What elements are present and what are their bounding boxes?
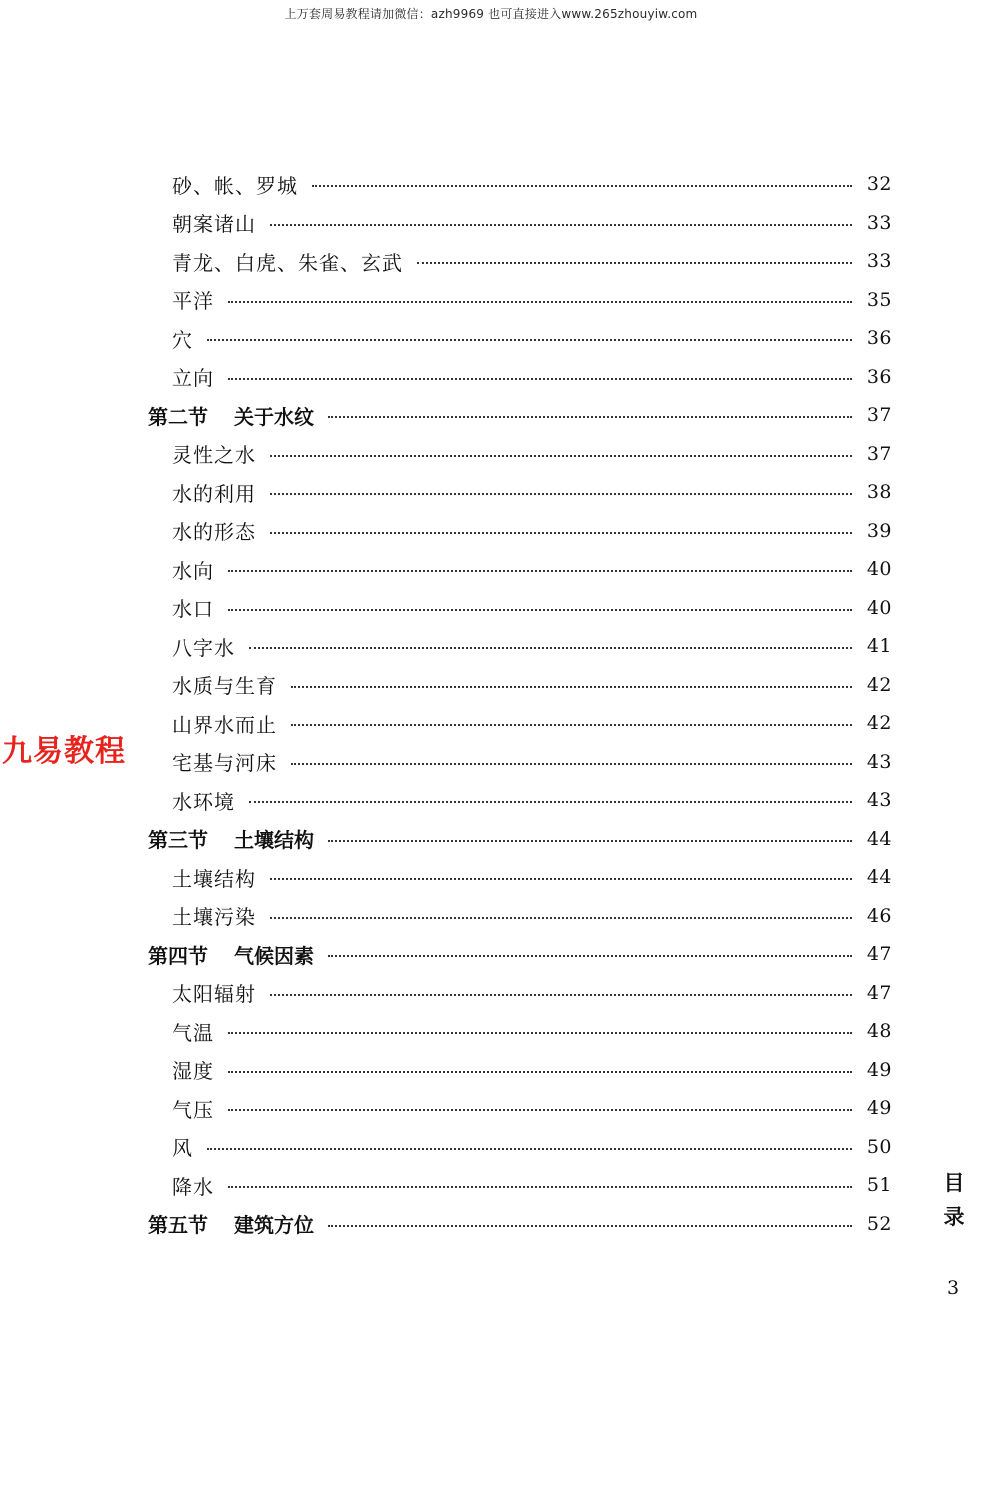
toc-item-row <box>148 1089 892 1128</box>
toc-page-number: 46 <box>866 904 892 927</box>
side-label-char: 目 <box>943 1171 965 1195</box>
toc-entry-title: 水质与生育 <box>172 674 277 699</box>
toc-page-number: 36 <box>866 327 892 350</box>
toc-section-title: 关于水纹 <box>234 404 314 429</box>
toc-section-title: 气候因素 <box>234 943 314 968</box>
toc-dot-leader <box>328 955 852 957</box>
toc-section-row <box>148 935 892 974</box>
toc-section-row <box>148 396 892 435</box>
toc-entry-title: 灵性之水 <box>172 443 256 468</box>
toc-entry-title <box>148 824 314 853</box>
header-note: 上万套周易教程请加微信：azh9969 也可直接进入www.265zhouyiw.com <box>284 7 698 21</box>
toc-item-row <box>148 435 892 474</box>
toc-entry-title: 水的利用 <box>172 481 256 506</box>
toc-page-number: 52 <box>866 1212 892 1235</box>
toc-dot-leader <box>291 724 852 726</box>
toc-item-row <box>148 704 892 743</box>
toc-entry-title <box>148 1209 314 1238</box>
toc-dot-leader <box>270 455 852 457</box>
toc-page-number: 47 <box>866 943 892 966</box>
toc-page-number: 40 <box>866 596 892 619</box>
toc-dot-leader <box>228 1109 852 1111</box>
toc-item-row <box>148 974 892 1013</box>
toc-entry-title <box>148 401 314 430</box>
toc-dot-leader <box>249 801 852 803</box>
toc-entry-title: 风 <box>172 1136 193 1161</box>
toc-section-row <box>148 1205 892 1244</box>
toc-page-number: 47 <box>866 981 892 1004</box>
toc-page-number: 35 <box>866 288 892 311</box>
toc-entry-title: 太阳辐射 <box>172 982 256 1007</box>
toc-item-row <box>148 1051 892 1090</box>
toc-item-row <box>148 1012 892 1051</box>
toc-item-row <box>148 204 892 243</box>
toc-section-title: 建筑方位 <box>234 1213 314 1238</box>
toc-entry-title: 水向 <box>172 558 214 583</box>
toc-page-number: 41 <box>866 635 892 658</box>
toc-dot-leader <box>328 1225 852 1227</box>
toc-item-row <box>148 512 892 551</box>
toc-entry-title: 土壤结构 <box>172 866 256 891</box>
toc-item-row <box>148 858 892 897</box>
toc-section-number: 第二节 <box>148 404 208 429</box>
toc-item-row <box>148 589 892 628</box>
toc-page-number: 32 <box>866 173 892 196</box>
toc-item-row <box>148 319 892 358</box>
toc-page-number: 39 <box>866 519 892 542</box>
toc-entry-title: 立向 <box>172 366 214 391</box>
toc-dot-leader <box>291 763 852 765</box>
toc-entry-title: 水的形态 <box>172 520 256 545</box>
toc-entry-title: 土壤污染 <box>172 905 256 930</box>
watermark-text: 九易教程 <box>2 734 126 769</box>
toc-item-row <box>148 358 892 397</box>
toc-page-number: 33 <box>866 211 892 234</box>
toc-item-row <box>148 473 892 512</box>
toc-entry-title <box>148 940 314 969</box>
toc-dot-leader <box>328 840 852 842</box>
side-label-char: 录 <box>943 1205 965 1229</box>
toc-dot-leader <box>312 185 852 187</box>
toc-entry-title: 湿度 <box>172 1059 214 1084</box>
table-of-contents <box>148 165 892 1243</box>
toc-section-title: 土壤结构 <box>234 828 314 853</box>
toc-item-row <box>148 743 892 782</box>
toc-dot-leader <box>270 493 852 495</box>
toc-entry-title: 水环境 <box>172 789 235 814</box>
toc-dot-leader <box>270 532 852 534</box>
toc-page-number: 49 <box>866 1058 892 1081</box>
toc-page-number: 36 <box>866 365 892 388</box>
toc-section-number: 第四节 <box>148 943 208 968</box>
toc-dot-leader <box>417 262 852 264</box>
toc-page-number: 33 <box>866 250 892 273</box>
toc-entry-title: 穴 <box>172 327 193 352</box>
toc-dot-leader <box>207 339 852 341</box>
toc-page-number: 43 <box>866 789 892 812</box>
toc-dot-leader <box>228 609 852 611</box>
toc-page-number: 43 <box>866 750 892 773</box>
toc-dot-leader <box>328 416 852 418</box>
toc-dot-leader <box>228 570 852 572</box>
toc-item-row <box>148 781 892 820</box>
toc-item-row <box>148 1166 892 1205</box>
toc-section-number: 第五节 <box>148 1213 208 1238</box>
toc-section-row <box>148 820 892 859</box>
toc-item-row <box>148 165 892 204</box>
toc-item-row <box>148 897 892 936</box>
toc-page-number: 40 <box>866 558 892 581</box>
toc-dot-leader <box>249 647 852 649</box>
toc-page-number: 44 <box>866 866 892 889</box>
toc-item-row <box>148 281 892 320</box>
toc-item-row <box>148 1128 892 1167</box>
toc-entry-title: 青龙、白虎、朱雀、玄武 <box>172 250 403 275</box>
toc-page-number: 38 <box>866 481 892 504</box>
toc-page-number: 51 <box>866 1174 892 1197</box>
toc-entry-title: 气压 <box>172 1097 214 1122</box>
toc-page-number: 50 <box>866 1135 892 1158</box>
toc-item-row <box>148 627 892 666</box>
toc-entry-title: 八字水 <box>172 635 235 660</box>
toc-entry-title: 宅基与河床 <box>172 751 277 776</box>
toc-dot-leader <box>228 301 852 303</box>
toc-section-number: 第三节 <box>148 828 208 853</box>
toc-page-number: 48 <box>866 1020 892 1043</box>
toc-dot-leader <box>270 878 852 880</box>
toc-page-number: 37 <box>866 442 892 465</box>
toc-entry-title: 平洋 <box>172 289 214 314</box>
toc-dot-leader <box>228 1032 852 1034</box>
toc-dot-leader <box>270 994 852 996</box>
toc-page-number: 37 <box>866 404 892 427</box>
toc-entry-title: 降水 <box>172 1174 214 1199</box>
toc-entry-title: 朝案诸山 <box>172 212 256 237</box>
toc-dot-leader <box>228 1071 852 1073</box>
toc-dot-leader <box>270 917 852 919</box>
toc-page-number: 49 <box>866 1097 892 1120</box>
toc-dot-leader <box>270 224 852 226</box>
toc-entry-title: 气温 <box>172 1020 214 1045</box>
toc-dot-leader <box>228 378 852 380</box>
toc-dot-leader <box>291 686 852 688</box>
toc-entry-title: 砂、帐、罗城 <box>172 173 298 198</box>
toc-entry-title: 山界水而止 <box>172 712 277 737</box>
page-number: 3 <box>946 1277 960 1299</box>
toc-dot-leader <box>228 1186 852 1188</box>
side-label <box>941 1166 967 1234</box>
toc-entry-title: 水口 <box>172 597 214 622</box>
toc-dot-leader <box>207 1148 852 1150</box>
toc-item-row <box>148 550 892 589</box>
toc-item-row <box>148 242 892 281</box>
toc-page-number: 44 <box>866 827 892 850</box>
toc-page-number: 42 <box>866 712 892 735</box>
toc-page-number: 42 <box>866 673 892 696</box>
toc-item-row <box>148 666 892 705</box>
